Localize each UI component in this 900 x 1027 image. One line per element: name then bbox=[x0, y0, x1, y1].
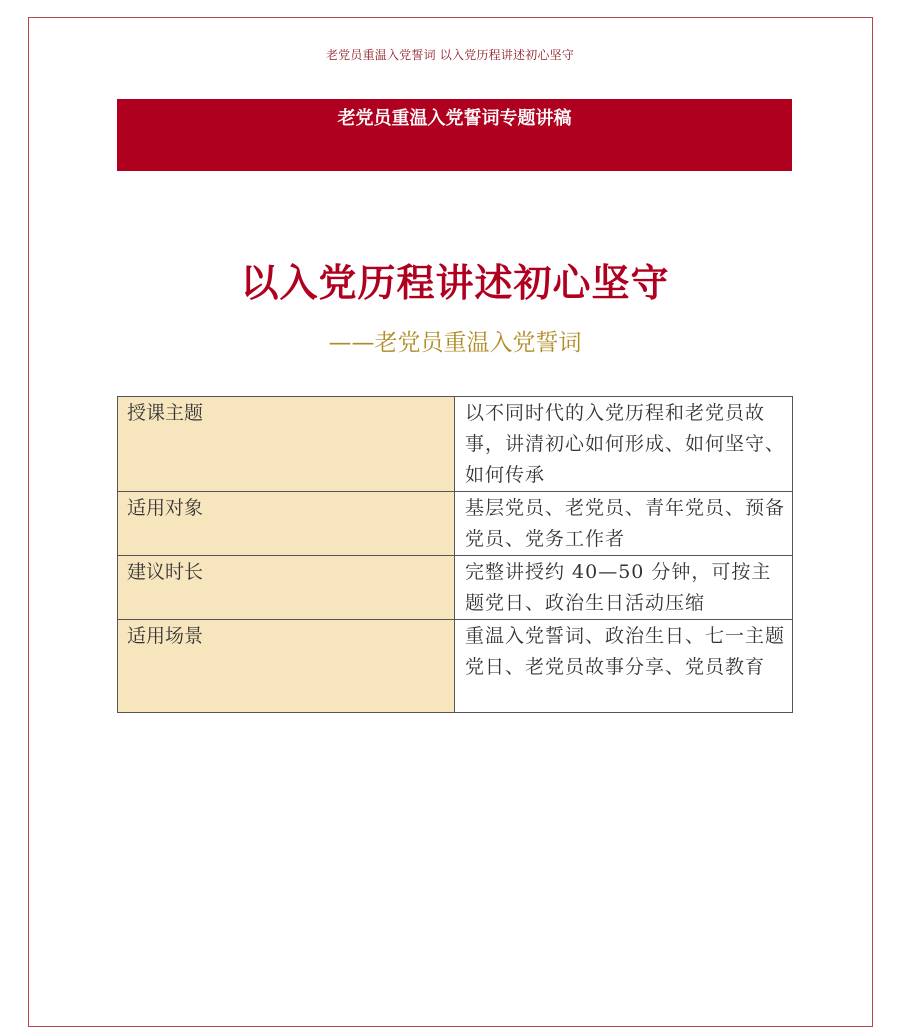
table-value-cell: 以不同时代的入党历程和老党员故事，讲清初心如何形成、如何坚守、如何传承 bbox=[455, 397, 793, 492]
table-value-cell: 完整讲授约 40—50 分钟，可按主题党日、政治生日活动压缩 bbox=[455, 556, 793, 620]
page-title: 以入党历程讲述初心坚守 bbox=[240, 261, 670, 305]
title-banner bbox=[117, 99, 792, 171]
table-label-cell: 建议时长 bbox=[118, 556, 455, 620]
table-label-cell: 授课主题 bbox=[118, 397, 455, 492]
table-row-topic bbox=[118, 397, 793, 492]
table-row-scenario bbox=[118, 620, 793, 713]
table-label-cell: 适用场景 bbox=[118, 620, 455, 713]
banner-title: 老党员重温入党誓词专题讲稿 bbox=[337, 108, 572, 129]
running-header: 老党员重温入党誓词 以入党历程讲述初心坚守 bbox=[325, 48, 575, 62]
table-value-cell: 重温入党誓词、政治生日、七一主题党日、老党员故事分享、党员教育 bbox=[455, 620, 793, 713]
table-label-cell: 适用对象 bbox=[118, 492, 455, 556]
page-subtitle: ——老党员重温入党誓词 bbox=[328, 330, 582, 356]
table-row-duration bbox=[118, 556, 793, 620]
course-info-table bbox=[117, 396, 793, 713]
table-row-audience bbox=[118, 492, 793, 556]
table-value-cell: 基层党员、老党员、青年党员、预备党员、党务工作者 bbox=[455, 492, 793, 556]
